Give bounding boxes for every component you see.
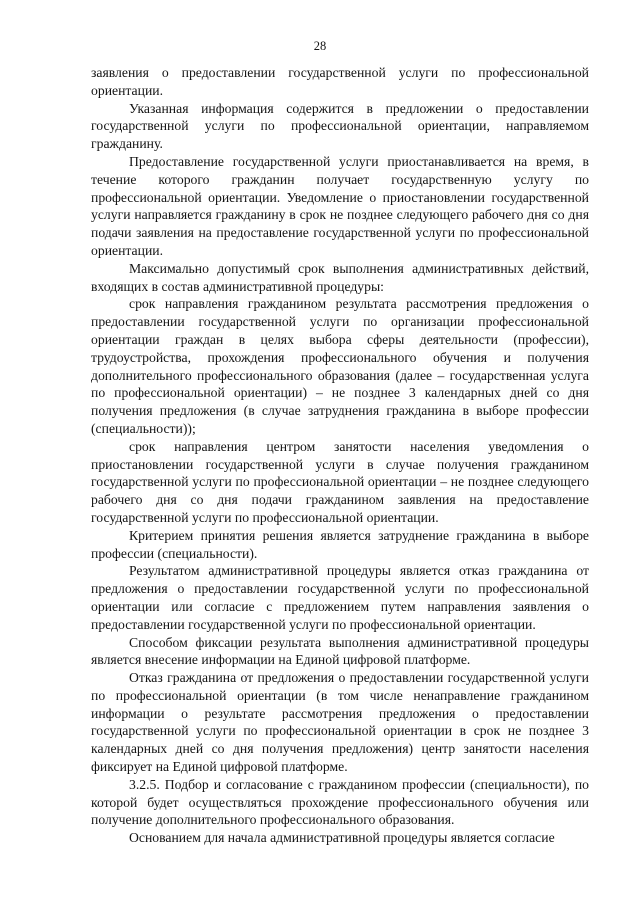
paragraph: заявления о предоставлении государственной услуги по профессиональной ориентации. — [91, 65, 589, 98]
paragraph: Критерием принятия решения является затруднение гражданина в выборе профессии (специальности). — [91, 527, 589, 561]
paragraph: Указанная информация содержится в предложении о предоставлении государственной услуги по профессиональной ориентации, направляемом гражданину. — [91, 100, 589, 152]
paragraph: Способом фиксации результата выполнения административной процедуры является внесение информации на Единой цифровой платформе. — [91, 634, 589, 668]
document-body — [91, 64, 589, 847]
paragraph: срок направления центром занятости населения уведомления о приостановлении государственной услуги в случае получения гражданином государственной услуги по профессиональной ориентации – не позднее следующего рабочего дня со дня подачи гражданином заявления на предоставление государственной услуги по профессиональной ориентации. — [91, 438, 589, 525]
page-number: 28 — [313, 39, 327, 53]
paragraph: срок направления гражданином результата рассмотрения предложения о предоставлении государственной услуги по организации профессиональной ориентации граждан в целях выбора сферы деятельности (профессии), трудоустройства, прохождения профессионального обучения и получения дополнительного профессионального образования (далее – государственная услуга по профессиональной ориентации) – не позднее 3 календарных дней со дня получения предложения (в случае затруднения гражданина в выборе профессии (специальности)); — [91, 296, 589, 436]
paragraph: Максимально допустимый срок выполнения административных действий, входящих в состав административной процедуры: — [91, 260, 589, 294]
section-heading-paragraph: 3.2.5. Подбор и согласование с гражданином профессии (специальности), по которой будет осуществляться прохождение профессионального обучения или получение дополнительного профессионального образования. — [91, 776, 589, 828]
paragraph: Основанием для начала административной процедуры является согласие — [129, 830, 555, 846]
paragraph: Результатом административной процедуры является отказ гражданина от предложения о предоставлении государственной услуги по профессиональной ориентации или согласие с предложением путем направления заявления о предоставлении государственной услуги по профессиональной ориентации. — [91, 563, 589, 632]
paragraph: Отказ гражданина от предложения о предоставлении государственной услуги по профессиональной ориентации (в том числе ненаправление гражданином информации о результате рассмотрения предложения о предоставлении государственной услуги по профессиональной ориентации в срок не позднее 3 календарных дней со дня получения предложения) центр занятости населения фиксирует на Единой цифровой платформе. — [91, 670, 589, 775]
paragraph: Предоставление государственной услуги приостанавливается на время, в течение которого гражданин получает государственную услугу по профессиональной ориентации. Уведомление о приостановлении государственной услуги направляется гражданину в срок не позднее следующего рабочего дня со дня подачи заявления на предоставление государственной услуги по профессиональной ориентации. — [91, 153, 589, 258]
